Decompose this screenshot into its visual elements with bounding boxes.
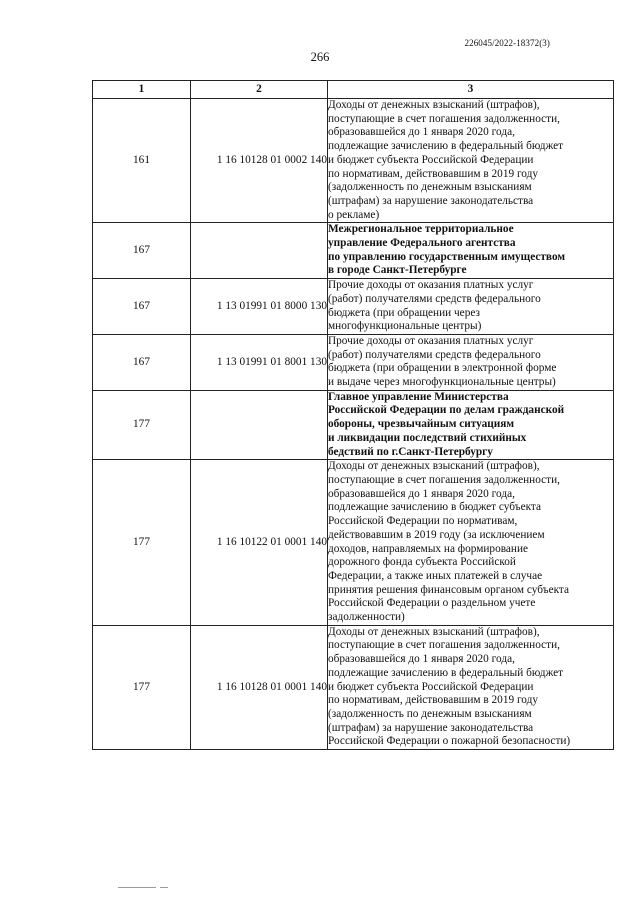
row-revenue-code bbox=[191, 223, 328, 279]
table-row bbox=[93, 625, 614, 749]
description-line: (работ) получателями средств федерального bbox=[328, 292, 541, 305]
description-line: (работ) получателями средств федерального bbox=[328, 348, 541, 361]
description-line: бюджета (при обращении через bbox=[328, 306, 480, 319]
description-line: в городе Санкт-Петербурге bbox=[328, 264, 467, 277]
description-line: по управлению государственным имуществом bbox=[328, 250, 566, 263]
row-revenue-code: 1 16 10122 01 0001 140 bbox=[191, 460, 328, 625]
row-chapter-code: 167 bbox=[93, 223, 191, 279]
row-chapter-code: 177 bbox=[93, 390, 191, 460]
description-line: Российской Федерации по нормативам, bbox=[328, 515, 518, 528]
column-header-1: 1 bbox=[93, 81, 191, 99]
row-description bbox=[328, 99, 614, 223]
description-line: бедствий по г.Санкт-Петербургу bbox=[328, 445, 493, 458]
revenue-codes-table bbox=[92, 80, 614, 750]
column-header-3: 3 bbox=[328, 81, 614, 99]
table-row bbox=[93, 460, 614, 625]
description-line: управление Федерального агентства bbox=[328, 237, 516, 250]
description-line: Доходы от денежных взысканий (штрафов), bbox=[328, 460, 540, 473]
description-line: бюджета (при обращении в электронной форме bbox=[328, 362, 557, 375]
description-line: принятия решения финансовым органом субъекта bbox=[328, 583, 570, 596]
row-description bbox=[328, 223, 614, 279]
row-revenue-code: 1 13 01991 01 8000 130 bbox=[191, 279, 328, 335]
description-line: Прочие доходы от оказания платных услуг bbox=[328, 334, 534, 347]
column-header-2: 2 bbox=[191, 81, 328, 99]
row-description bbox=[328, 625, 614, 749]
row-revenue-code: 1 16 10128 01 0002 140 bbox=[191, 99, 328, 223]
row-chapter-code: 167 bbox=[93, 334, 191, 390]
description-line: и бюджет субъекта Российской Федерации bbox=[328, 153, 534, 166]
row-description bbox=[328, 279, 614, 335]
description-line: по нормативам, действовавшим в 2019 году bbox=[328, 694, 539, 707]
row-revenue-code: 1 13 01991 01 8001 130 bbox=[191, 334, 328, 390]
description-line: действовавшим в 2019 году (за исключением bbox=[328, 528, 545, 541]
description-line: подлежащие зачислению в федеральный бюджет bbox=[328, 666, 564, 679]
description-line: подлежащие зачислению в федеральный бюджет bbox=[328, 140, 564, 153]
row-description bbox=[328, 390, 614, 460]
description-line: и бюджет субъекта Российской Федерации bbox=[328, 680, 534, 693]
description-line: задолженности) bbox=[328, 611, 405, 624]
table-row bbox=[93, 390, 614, 460]
row-chapter-code: 167 bbox=[93, 279, 191, 335]
description-line: и ликвидации последствий стихийных bbox=[328, 431, 527, 444]
table-row bbox=[93, 334, 614, 390]
description-line: (задолженность по денежным взысканиям bbox=[328, 707, 532, 720]
description-line: образовавшейся до 1 января 2020 года, bbox=[328, 487, 515, 500]
description-line: поступающие в счет погашения задолженности, bbox=[328, 473, 560, 486]
description-line: подлежащие зачислению в бюджет субъекта bbox=[328, 501, 542, 514]
row-description bbox=[328, 460, 614, 625]
table-row bbox=[93, 99, 614, 223]
description-line: обороны, чрезвычайным ситуациям bbox=[328, 418, 515, 431]
description-line: и выдаче через многофункциональные центры) bbox=[328, 376, 556, 389]
description-line: образовавшейся до 1 января 2020 года, bbox=[328, 126, 515, 139]
table-header-row bbox=[93, 81, 614, 99]
row-description bbox=[328, 334, 614, 390]
row-chapter-code: 177 bbox=[93, 625, 191, 749]
description-line: (штрафам) за нарушение законодательства bbox=[328, 194, 534, 207]
description-line: о рекламе) bbox=[328, 208, 380, 221]
description-line: Доходы от денежных взысканий (штрафов), bbox=[328, 99, 540, 111]
description-line: (задолженность по денежным взысканиям bbox=[328, 181, 532, 194]
footer-scan-mark bbox=[0, 887, 640, 889]
description-line: многофункциональные центры) bbox=[328, 320, 482, 333]
description-line: доходов, направляемых на формирование bbox=[328, 542, 529, 555]
description-line: Доходы от денежных взысканий (штрафов), bbox=[328, 625, 540, 638]
description-line: по нормативам, действовавшим в 2019 году bbox=[328, 167, 539, 180]
description-line: (штрафам) за нарушение законодательства bbox=[328, 721, 534, 734]
description-line: поступающие в счет погашения задолженности, bbox=[328, 112, 560, 125]
row-chapter-code: 177 bbox=[93, 460, 191, 625]
description-line: Межрегиональное территориальное bbox=[328, 223, 514, 236]
table-row bbox=[93, 279, 614, 335]
description-line: Прочие доходы от оказания платных услуг bbox=[328, 279, 534, 292]
description-line: Российской Федерации о раздельном учете bbox=[328, 597, 536, 610]
description-line: Российской Федерации о пожарной безопасности) bbox=[328, 735, 571, 748]
table-row bbox=[93, 223, 614, 279]
description-line: образовавшейся до 1 января 2020 года, bbox=[328, 653, 515, 666]
table-body bbox=[93, 99, 614, 750]
page-number: 266 bbox=[310, 50, 330, 64]
description-line: поступающие в счет погашения задолженности, bbox=[328, 639, 560, 652]
document-id: 226045/2022-18372(3) bbox=[464, 38, 550, 48]
row-revenue-code bbox=[191, 390, 328, 460]
description-line: Федерации, а также иных платежей в случае bbox=[328, 569, 543, 582]
description-line: Российской Федерации по делам гражданской bbox=[328, 404, 565, 417]
description-line: Главное управление Министерства bbox=[328, 390, 509, 403]
description-line: дорожного фонда субъекта Российской bbox=[328, 556, 516, 569]
row-revenue-code: 1 16 10128 01 0001 140 bbox=[191, 625, 328, 749]
row-chapter-code: 161 bbox=[93, 99, 191, 223]
